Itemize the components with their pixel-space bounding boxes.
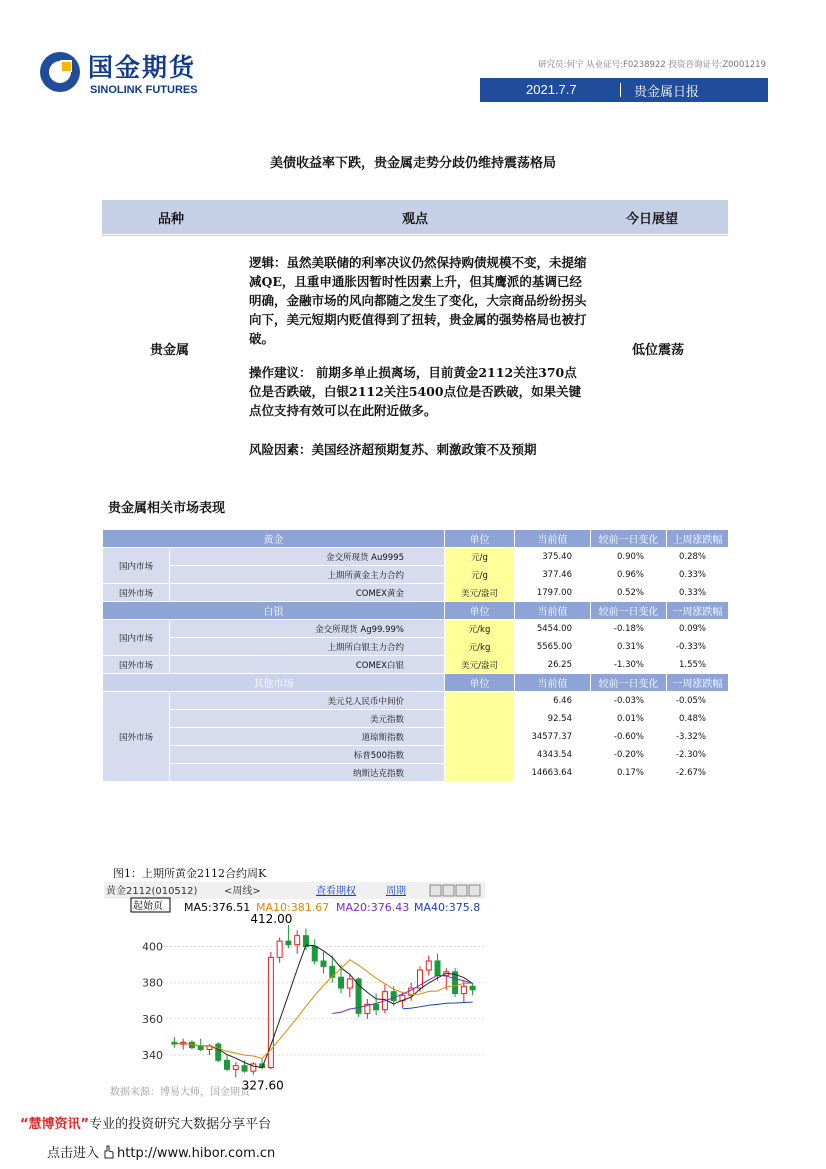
- advice-paragraph: 操作建议： 前期多单止损离场，目前黄金2112关注370点位是否跌破，白银2112关注5400点位是否跌破，如果关键点位支持有效可以在此附近做多。: [249, 365, 582, 418]
- candle-body: [470, 986, 475, 990]
- week-change-cell: -0.33%: [667, 638, 729, 656]
- day-change-cell: 0.90%: [591, 548, 667, 566]
- col-header-view: 观点: [402, 212, 429, 227]
- analyst-info: 研究员:何宁 从业证号:F0238922 投资咨询证号:Z0001219: [538, 60, 766, 70]
- current-cell: 26.25: [515, 656, 591, 674]
- week-change-cell: 0.28%: [667, 548, 729, 566]
- footer-url[interactable]: http://www.hibor.com.cn: [117, 1146, 276, 1161]
- week-change-cell: 1.55%: [667, 656, 729, 674]
- day-change-header: 较前一日变化: [591, 602, 667, 620]
- pointer-hand-icon: [101, 1145, 115, 1159]
- candle-body: [321, 961, 326, 966]
- footer-enter: 点击进入: [47, 1146, 100, 1161]
- table-row: [103, 764, 729, 782]
- instrument-name: 美元兑人民币中间价: [170, 692, 445, 710]
- plot-area: [162, 899, 485, 1099]
- candle-body: [339, 977, 344, 988]
- unit-header: 单位: [445, 530, 515, 548]
- history-button[interactable]: 查看期权: [316, 886, 356, 897]
- candle-body: [286, 941, 291, 945]
- view-category: 贵金属: [150, 343, 190, 358]
- unit-cell: 元/g: [445, 548, 515, 566]
- candle-body: [216, 1044, 221, 1060]
- table-row: [103, 656, 729, 674]
- table-row: [103, 746, 729, 764]
- day-change-header: 较前一日变化: [591, 674, 667, 692]
- candle-body: [233, 1066, 238, 1070]
- candle-body: [347, 979, 352, 988]
- table-row: [103, 728, 729, 746]
- week-change-cell: -3.32%: [667, 728, 729, 746]
- market-cell: 国内市场: [103, 620, 170, 656]
- current-cell: 4343.54: [515, 746, 591, 764]
- col-header-variety: 品种: [158, 212, 185, 227]
- table-row: [103, 548, 729, 566]
- ma20-label: MA20:376.43: [336, 901, 410, 914]
- market-table: [102, 529, 729, 782]
- unit-header: 单位: [445, 674, 515, 692]
- week-change-cell: -2.67%: [667, 764, 729, 782]
- week-change-cell: 0.33%: [667, 584, 729, 602]
- ma10-label: MA10:381.67: [256, 901, 330, 914]
- logic-paragraph: 逻辑：虽然美联储的利率决议仍然保持购债规模不变，未提缩减QE，且重申通胀因暂时性因素上升，但其鹰派的基调已经明确，金融市场的风向都随之发生了变化，大宗商品纷纷拐头向下，美元短期内贬值得到了扭转，贵金属的强势格局也被打破。: [249, 255, 587, 346]
- unit-cell: 元/g: [445, 566, 515, 584]
- footer-slogan-line: [20, 1113, 271, 1132]
- chart-source: 数据来源：博易大师，国金期货: [110, 1087, 250, 1098]
- gold-header-row: [103, 530, 729, 548]
- candle-body: [426, 961, 431, 970]
- market-cell: 国外市场: [103, 584, 170, 602]
- footer-slogan: 专业的投资研究大数据分享平台: [89, 1117, 272, 1132]
- weekly-k-chart: [104, 882, 485, 1099]
- day-change-cell: -1.30%: [591, 656, 667, 674]
- week-change-cell: 0.33%: [667, 566, 729, 584]
- instrument-name: COMEX白银: [170, 656, 445, 674]
- current-cell: 92.54: [515, 710, 591, 728]
- table-row: [103, 620, 729, 638]
- col-header-outlook: 今日展望: [626, 212, 679, 227]
- y-tick-label: 340: [142, 1048, 163, 1062]
- report-title: 美债收益率下跌，贵金属走势分歧仍维持震荡格局: [269, 156, 556, 171]
- period-label: <周线>: [224, 886, 261, 897]
- ma40-label: MA40:375.8: [414, 901, 481, 914]
- silver-header-row: [103, 602, 729, 620]
- instrument-name: 上期所白银主力合约: [170, 638, 445, 656]
- week-change-cell: 0.09%: [667, 620, 729, 638]
- silver-header: 白银: [103, 602, 445, 620]
- instrument-name: 纳斯达克指数: [170, 764, 445, 782]
- day-change-cell: -0.60%: [591, 728, 667, 746]
- day-change-cell: -0.03%: [591, 692, 667, 710]
- day-change-cell: 0.96%: [591, 566, 667, 584]
- view-table-divider: [102, 235, 728, 236]
- y-tick-label: 400: [142, 940, 163, 954]
- risk-paragraph: 风险因素：美国经济超预期复苏、刺激政策不及预期: [249, 442, 537, 457]
- figure-caption: 图1：上期所黄金2112合约周K: [113, 867, 267, 880]
- instrument-name: 道琼斯指数: [170, 728, 445, 746]
- report-name: 贵金属日报: [634, 85, 700, 100]
- table-row: [103, 638, 729, 656]
- current-cell: 5454.00: [515, 620, 591, 638]
- company-logo-icon: [38, 50, 82, 94]
- view-outlook: 低位震荡: [632, 343, 685, 358]
- current-header: 当前值: [515, 602, 591, 620]
- day-change-header: 较前一日变化: [591, 530, 667, 548]
- instrument-name: 美元指数: [170, 710, 445, 728]
- candle-body: [435, 961, 440, 975]
- current-cell: 14663.64: [515, 764, 591, 782]
- current-cell: 5565.00: [515, 638, 591, 656]
- week-change-header: 一周涨跌幅: [667, 674, 729, 692]
- market-cell: 国外市场: [103, 692, 170, 782]
- current-cell: 6.46: [515, 692, 591, 710]
- candle-body: [374, 1004, 379, 1009]
- candle-body: [391, 992, 396, 1001]
- market-cell: 国内市场: [103, 548, 170, 584]
- day-change-cell: 0.52%: [591, 584, 667, 602]
- candle-body: [277, 941, 282, 957]
- header-divider: [620, 83, 621, 97]
- unit-cell: 美元/盎司: [445, 656, 515, 674]
- unit-cell: 元/kg: [445, 620, 515, 638]
- current-header: 当前值: [515, 530, 591, 548]
- y-tick-label: 360: [142, 1012, 163, 1026]
- footer-link-line: [47, 1142, 275, 1161]
- instrument-name: 金交所现货 Ag99.99%: [170, 620, 445, 638]
- table-row: [103, 566, 729, 584]
- candle-body: [295, 936, 300, 945]
- y-tick-label: 380: [142, 976, 163, 990]
- instrument-name: COMEX黄金: [170, 584, 445, 602]
- low-price-label: 327.60: [241, 1078, 284, 1093]
- table-row: [103, 692, 729, 710]
- header-band: [480, 78, 768, 102]
- day-change-cell: -0.18%: [591, 620, 667, 638]
- current-header: 当前值: [515, 674, 591, 692]
- footer-brand: “慧博资讯”: [20, 1117, 90, 1132]
- table-row: [103, 710, 729, 728]
- week-change-header: 上周涨跌幅: [667, 530, 729, 548]
- instrument-name: 上期所黄金主力合约: [170, 566, 445, 584]
- candle-body: [312, 947, 317, 961]
- company-name-cn: 国金期货: [88, 53, 197, 82]
- other-header-row: [103, 674, 729, 692]
- current-cell: 34577.37: [515, 728, 591, 746]
- unit-cell: 元/kg: [445, 638, 515, 656]
- contract-label: 黄金2112(010512): [106, 886, 198, 897]
- week-change-cell: 0.48%: [667, 710, 729, 728]
- candle-body: [461, 986, 466, 993]
- week-change-cell: -0.05%: [667, 692, 729, 710]
- instrument-name: 金交所现货 Au9995: [170, 548, 445, 566]
- company-name-en: SINOLINK FUTURES: [90, 84, 198, 96]
- market-section-title: 贵金属相关市场表现: [108, 501, 226, 516]
- week-change-cell: -2.30%: [667, 746, 729, 764]
- candle-body: [225, 1060, 230, 1069]
- day-change-cell: 0.01%: [591, 710, 667, 728]
- candle-body: [242, 1066, 247, 1071]
- current-cell: 377.46: [515, 566, 591, 584]
- current-cell: 1797.00: [515, 584, 591, 602]
- period-button[interactable]: 周期: [386, 886, 406, 897]
- day-change-cell: -0.20%: [591, 746, 667, 764]
- other-header: 其他市场: [103, 674, 445, 692]
- ma5-label: MA5:376.51: [184, 901, 251, 914]
- unit-cell: 美元/盎司: [445, 584, 515, 602]
- instrument-name: 标普500指数: [170, 746, 445, 764]
- week-change-header: 一周涨跌幅: [667, 602, 729, 620]
- day-change-cell: 0.17%: [591, 764, 667, 782]
- unit-header: 单位: [445, 602, 515, 620]
- report-date: 2021.7.7: [526, 82, 577, 97]
- high-price-label: 412.00: [250, 911, 293, 926]
- day-change-cell: 0.31%: [591, 638, 667, 656]
- current-cell: 375.40: [515, 548, 591, 566]
- unit-cell: [445, 692, 515, 782]
- start-page-label: 起始页: [133, 901, 163, 912]
- market-cell: 国外市场: [103, 656, 170, 674]
- gold-header: 黄金: [103, 530, 445, 548]
- table-row: [103, 584, 729, 602]
- candle-body: [198, 1046, 203, 1050]
